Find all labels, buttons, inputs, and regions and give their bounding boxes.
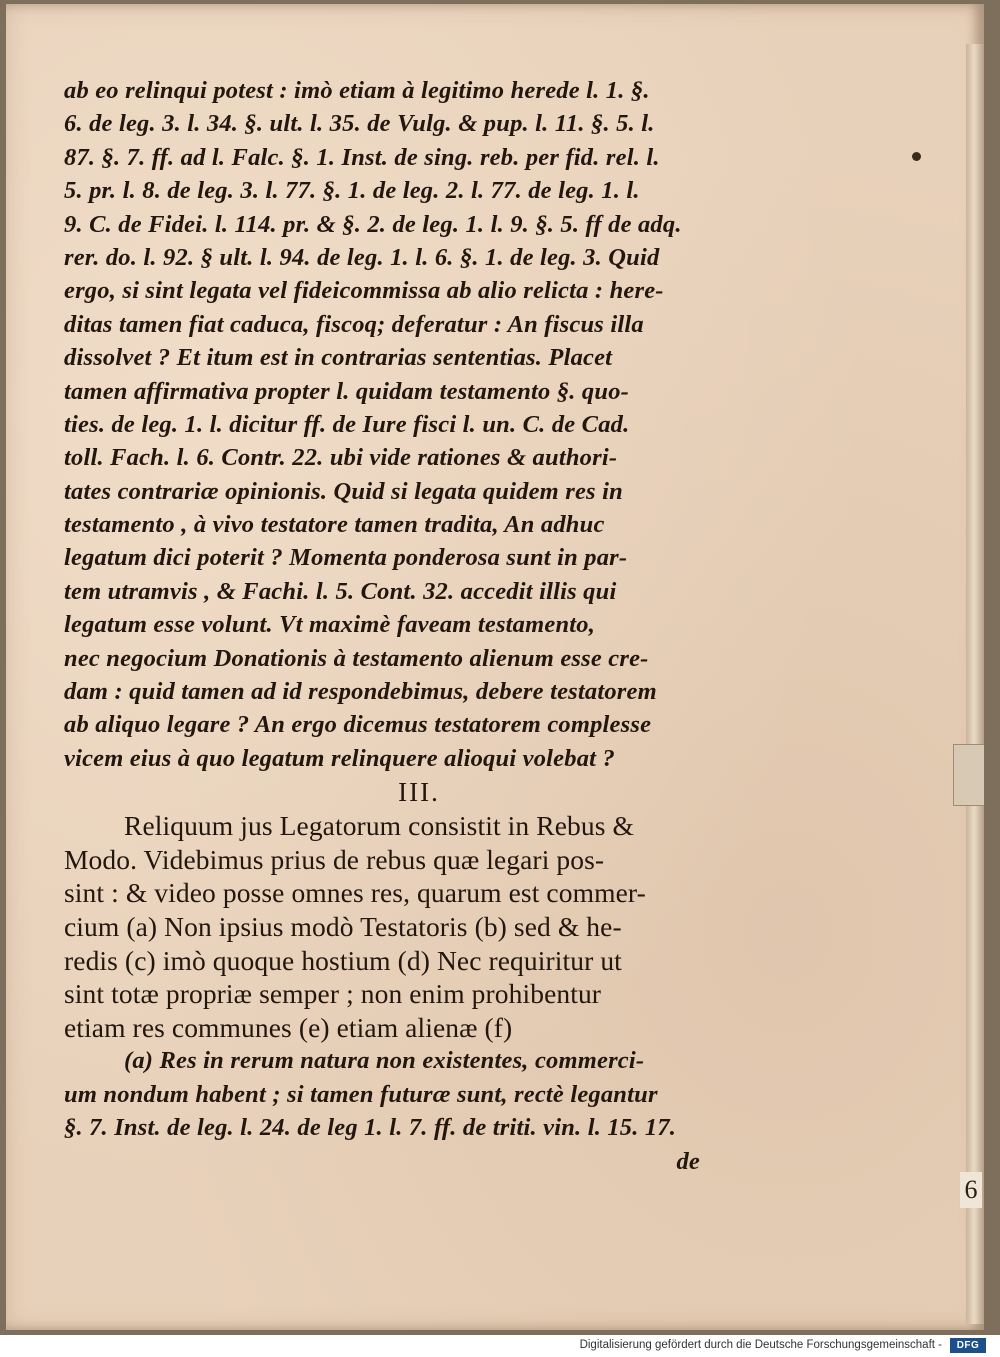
catchword: de: [676, 1147, 700, 1175]
edge-page-number: 6: [960, 1172, 982, 1208]
body-line: Reliquum jus Legatorum consistit in Rebus &: [124, 810, 634, 842]
italic-line: 6. de leg. 3. l. 34. §. ult. l. 35. de Vulg. & pup. l. 11. §. 5. l.: [64, 110, 655, 138]
italic-line: legatum dici poterit ? Momenta ponderosa sunt in par-: [64, 544, 628, 572]
italic-line: ergo, si sint legata vel fideicommissa ab alio relicta : here-: [64, 277, 664, 305]
body-line: etiam res communes (e) etiam alienæ (f): [64, 1011, 513, 1043]
footer-bar: [0, 1335, 1000, 1357]
ink-spot: [912, 152, 921, 161]
italic-line: tem utramvis , & Fachi. l. 5. Cont. 32. accedit illis qui: [64, 577, 617, 605]
note-line: um nondum habent ; si tamen futuræ sunt, rectè legantur: [64, 1080, 658, 1108]
body-line: sint : & video posse omnes res, quarum est commer-: [64, 877, 646, 909]
italic-line: ditas tamen fiat caduca, fiscoq; deferatur : An fiscus illa: [64, 310, 644, 338]
italic-line: tamen affirmativa propter l. quidam testamento §. quo-: [64, 377, 630, 405]
page-edge: [966, 44, 984, 1324]
italic-line: vicem eius à quo legatum relinquere alioqui volebat ?: [64, 744, 615, 772]
italic-line: legatum esse volunt. Vt maximè faveam testamento,: [64, 611, 596, 639]
italic-line: dissolvet ? Et itum est in contrarias sententias. Placet: [64, 344, 613, 372]
dfg-logo: DFG: [950, 1338, 986, 1353]
italic-line: toll. Fach. l. 6. Contr. 22. ubi vide rationes & authori-: [64, 444, 618, 472]
italic-line: 87. §. 7. ff. ad l. Falc. §. 1. Inst. de sing. reb. per fid. rel. l.: [64, 143, 660, 171]
body-line: Modo. Videbimus prius de rebus quæ legari pos-: [64, 843, 605, 875]
italic-line: testamento , à vivo testatore tamen tradita, An adhuc: [64, 511, 605, 539]
italic-line: nec negocium Donationis à testamento alienum esse cre-: [64, 644, 649, 672]
body-line: redis (c) imò quoque hostium (d) Nec requiritur ut: [64, 944, 622, 976]
italic-line: tates contrariæ opinionis. Quid si legata quidem res in: [64, 477, 623, 505]
funding-notice: Digitalisierung gefördert durch die Deutsche Forschungsgemeinschaft -: [579, 1339, 942, 1351]
italic-line: 5. pr. l. 8. de leg. 3. l. 77. §. 1. de leg. 2. l. 77. de leg. 1. l.: [64, 177, 640, 205]
page-edge-tab: [953, 744, 984, 806]
italic-line: ab aliquo legare ? An ergo dicemus testatorem complesse: [64, 711, 652, 739]
italic-line: 9. C. de Fidei. l. 114. pr. & §. 2. de leg. 1. l. 9. §. 5. ff de adq.: [64, 210, 682, 238]
italic-line: dam : quid tamen ad id respondebimus, debere testatorem: [64, 678, 657, 706]
italic-line: ab eo relinqui potest : imò etiam à legitimo herede l. 1. §.: [64, 77, 650, 104]
page-text: [64, 74, 714, 1178]
body-line: sint totæ propriæ semper ; non enim prohibentur: [64, 978, 602, 1010]
section-number: III.: [398, 777, 440, 808]
book-page: [6, 4, 984, 1330]
body-line: cium (a) Non ipsius modò Testatoris (b) sed & he-: [64, 910, 622, 942]
note-line: §. 7. Inst. de leg. l. 24. de leg 1. l. 7. ff. de triti. vin. l. 15. 17.: [64, 1114, 677, 1142]
italic-line: ties. de leg. 1. l. dicitur ff. de Iure fisci l. un. C. de Cad.: [64, 410, 630, 438]
italic-line: rer. do. l. 92. § ult. l. 94. de leg. 1. l. 6. §. 1. de leg. 3. Quid: [64, 243, 660, 271]
note-line: (a) Res in rerum natura non existentes, commerci-: [124, 1047, 645, 1075]
